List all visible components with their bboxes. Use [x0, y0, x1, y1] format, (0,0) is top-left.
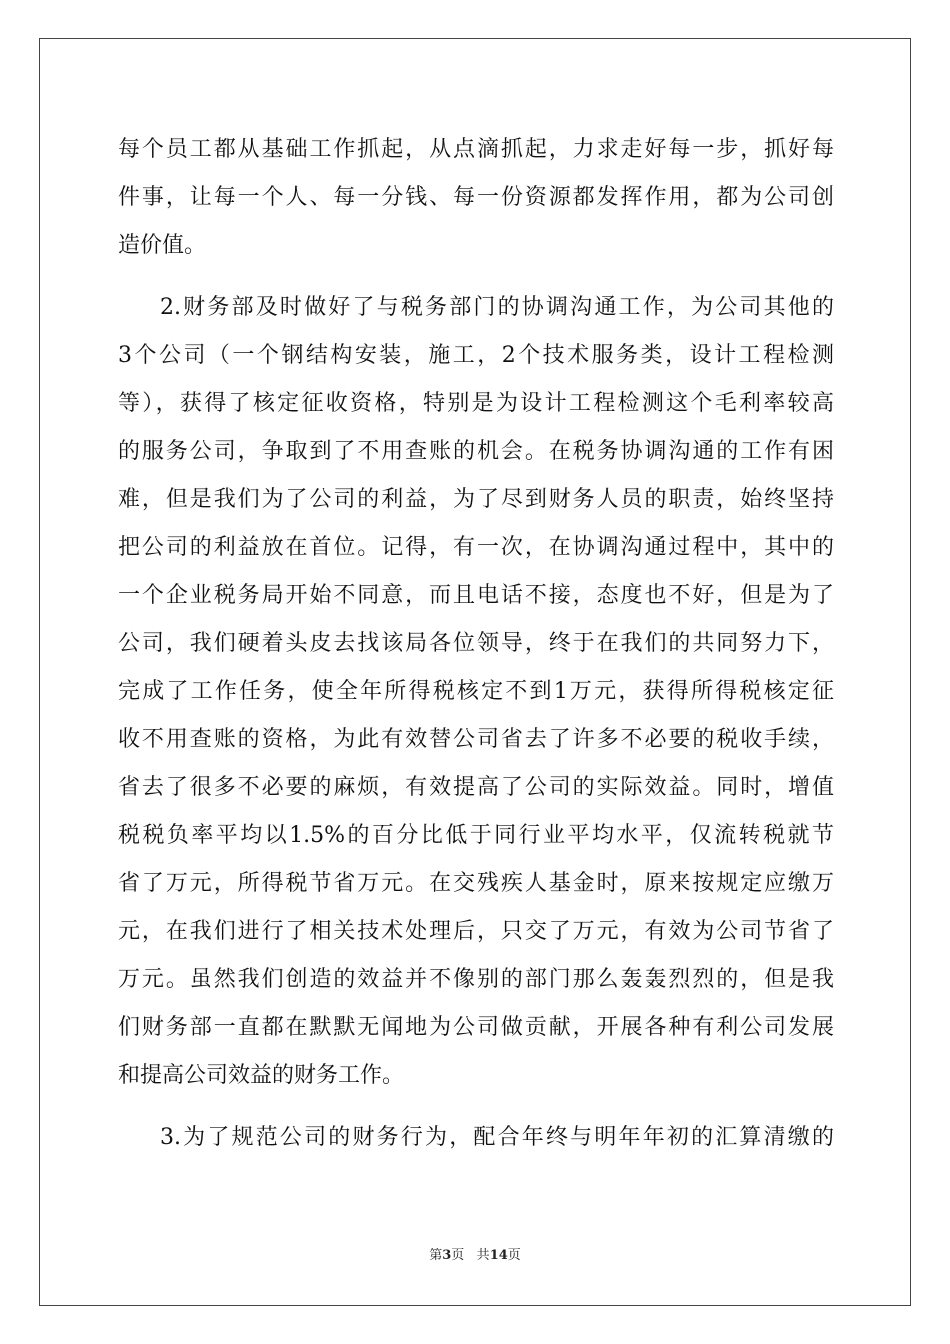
- text-line: 省了万元，所得税节省万元。在交残疾人基金时，原来按规定应缴万: [118, 871, 834, 896]
- text-line: 们财务部一直都在默默无闻地为公司做贡献，开展各种有利公司发展: [118, 1015, 834, 1040]
- text-line: 的服务公司，争取到了不用查账的机会。在税务协调沟通的工作有困: [118, 439, 834, 464]
- text-line: 每个员工都从基础工作抓起，从点滴抓起，力求走好每一步，抓好每: [118, 137, 834, 162]
- page-number: 3: [442, 1248, 452, 1263]
- total-pages: 14: [489, 1248, 508, 1263]
- text-line: 元，在我们进行了相关技术处理后，只交了万元，有效为公司节省了: [118, 919, 834, 944]
- text-line: 公司，我们硬着头皮去找该局各位领导，终于在我们的共同努力下，: [118, 631, 834, 656]
- text-line: 完成了工作任务，使全年所得税核定不到1万元，获得所得税核定征: [118, 679, 834, 704]
- text-line: 难，但是我们为了公司的利益，为了尽到财务人员的职责，始终坚持: [118, 487, 834, 512]
- page-suffix: 页: [451, 1248, 465, 1263]
- text-line: 件事，让每一个人、每一分钱、每一份资源都发挥作用，都为公司创: [118, 185, 834, 210]
- text-line: 一个企业税务局开始不同意，而且电话不接，态度也不好，但是为了: [118, 583, 834, 608]
- text-line: 省去了很多不必要的麻烦，有效提高了公司的实际效益。同时，增值: [118, 775, 834, 800]
- text-line: 收不用查账的资格，为此有效替公司省去了许多不必要的税收手续，: [118, 727, 834, 752]
- text-line: 等），获得了核定征收资格，特别是为设计工程检测这个毛利率较高: [118, 391, 834, 416]
- total-prefix: 共: [476, 1248, 490, 1263]
- page-prefix: 第: [429, 1248, 443, 1263]
- text-line: 万元。虽然我们创造的效益并不像别的部门那么轰轰烈烈的，但是我: [118, 967, 834, 992]
- text-line: 造价值。: [118, 233, 207, 258]
- text-line: 3.为了规范公司的财务行为，配合年终与明年年初的汇算清缴的: [160, 1125, 834, 1150]
- document-body: [118, 126, 834, 1162]
- text-line: 2.财务部及时做好了与税务部门的协调沟通工作，为公司其他的: [160, 295, 834, 320]
- text-line: 3个公司（一个钢结构安装，施工，2个技术服务类，设计工程检测: [118, 343, 834, 368]
- total-suffix: 页: [507, 1248, 521, 1263]
- page-footer: [0, 1244, 950, 1263]
- text-line: 把公司的利益放在首位。记得，有一次，在协调沟通过程中，其中的: [118, 535, 834, 560]
- text-line: 税税负率平均以1.5%的百分比低于同行业平均水平，仅流转税就节: [118, 823, 834, 848]
- text-line: 和提高公司效益的财务工作。: [118, 1063, 405, 1088]
